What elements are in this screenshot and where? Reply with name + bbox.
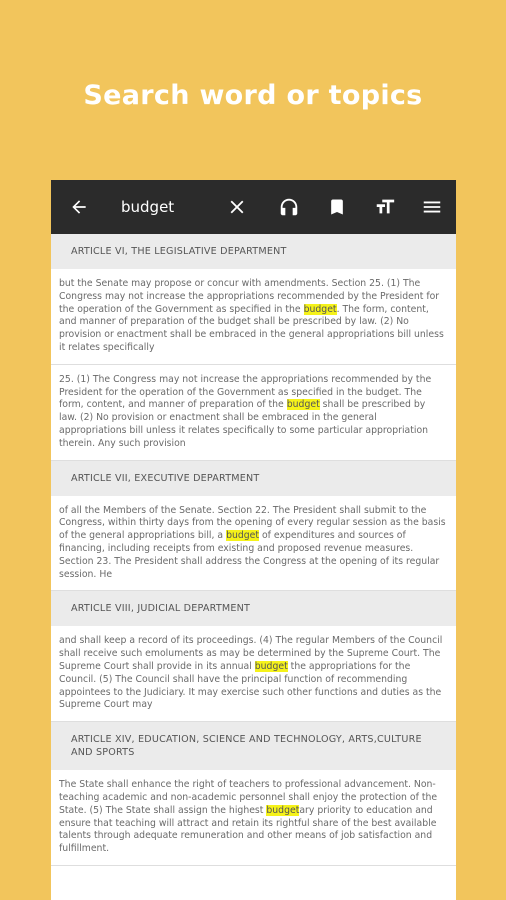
listen-button[interactable] [271,180,307,234]
search-highlight: budget [303,303,337,315]
result-section-header[interactable]: ARTICLE VII, EXECUTIVE DEPARTMENT [51,461,456,496]
snippet-text: . The form, content, and manner of preparation of the budget shall be prescribed by law. (2) No provision or enactment shall be embraced in the general appropriations bill unless it relates specifically [59,303,444,353]
clear-search-button[interactable] [219,180,255,234]
search-results [51,234,456,866]
search-highlight: budget [226,530,260,542]
bookmark-button[interactable] [319,180,355,234]
result-section-header[interactable]: ARTICLE XIV, EDUCATION, SCIENCE AND TECHNOLOGY, ARTS,CULTURE AND SPORTS [51,722,456,770]
result-snippet[interactable] [51,770,456,866]
search-highlight: budget [254,660,288,672]
search-highlight: budget [286,399,320,411]
menu-button[interactable] [414,180,450,234]
back-button[interactable] [61,180,97,234]
snippet-text: and shall keep a record of its proceedings. (4) The regular Members of the Council shall receive such emoluments as may be determined by the Supreme Court. The Supreme Court shall provide in its annual [59,635,443,672]
phone-screen [51,180,456,900]
text-size-button[interactable] [367,180,403,234]
result-snippet[interactable] [51,496,456,592]
snippet-text: the appropriations for the Council. (5) The Council shall have the principal function of recommending appointees to the Judiciary. It may exercise such other functions and duties as the Supreme Court may [59,660,442,711]
result-section-header[interactable]: ARTICLE VI, THE LEGISLATIVE DEPARTMENT [51,234,456,269]
result-section-header[interactable]: ARTICLE VIII, JUDICIAL DEPARTMENT [51,591,456,626]
snippet-text: of all the Members of the Senate. Section 22. The President shall submit to the Congress, within thirty days from the opening of every regular session as the basis of the general appropriations bill, a [59,504,446,542]
snippet-text: but the Senate may propose or concur with amendments. Section 25. (1) The Congress may not increase the appropriations recommended by the President for the operation of the Government as specified in the [59,278,440,315]
bookmark-icon [327,196,347,218]
snippet-text: 25. (1) The Congress may not increase the appropriations recommended by the President for the operation of the Government as specified in the budget. The form, content, and manner of preparation of the [59,373,432,411]
menu-icon [421,196,443,218]
snippet-text: ary priority to education and ensure that teaching will attract and retain its rightful share of the best available talents through adequate remuneration and other means of job satisfaction and fulfillment. [59,804,437,855]
search-input[interactable]: budget [121,198,175,216]
snippet-text: shall be prescribed by law. (2) No provision or enactment shall be embraced in the general appropriations bill unless it relates specifically to some particular appropriation therein. Any such provision [59,399,429,449]
result-snippet[interactable] [51,269,456,365]
snippet-text: of expenditures and sources of financing, including receipts from existing and proposed revenue measures. Section 23. The President shall address the Congress at the opening of its regular session. He [59,530,440,580]
search-highlight: budget [266,804,300,816]
promo-title: Search word or topics [83,80,423,111]
search-toolbar [51,180,456,234]
close-icon [226,196,248,218]
result-snippet[interactable] [51,626,456,722]
text-size-icon [374,196,396,218]
result-snippet[interactable] [51,365,456,461]
snippet-text: The State shall enhance the right of teachers to professional advancement. Non-teaching academic and non-academic personnel shall enjoy the protection of the State. (5) The State shall assign the highest [59,779,438,816]
arrow-left-icon [69,197,89,217]
headphones-icon [278,196,300,218]
